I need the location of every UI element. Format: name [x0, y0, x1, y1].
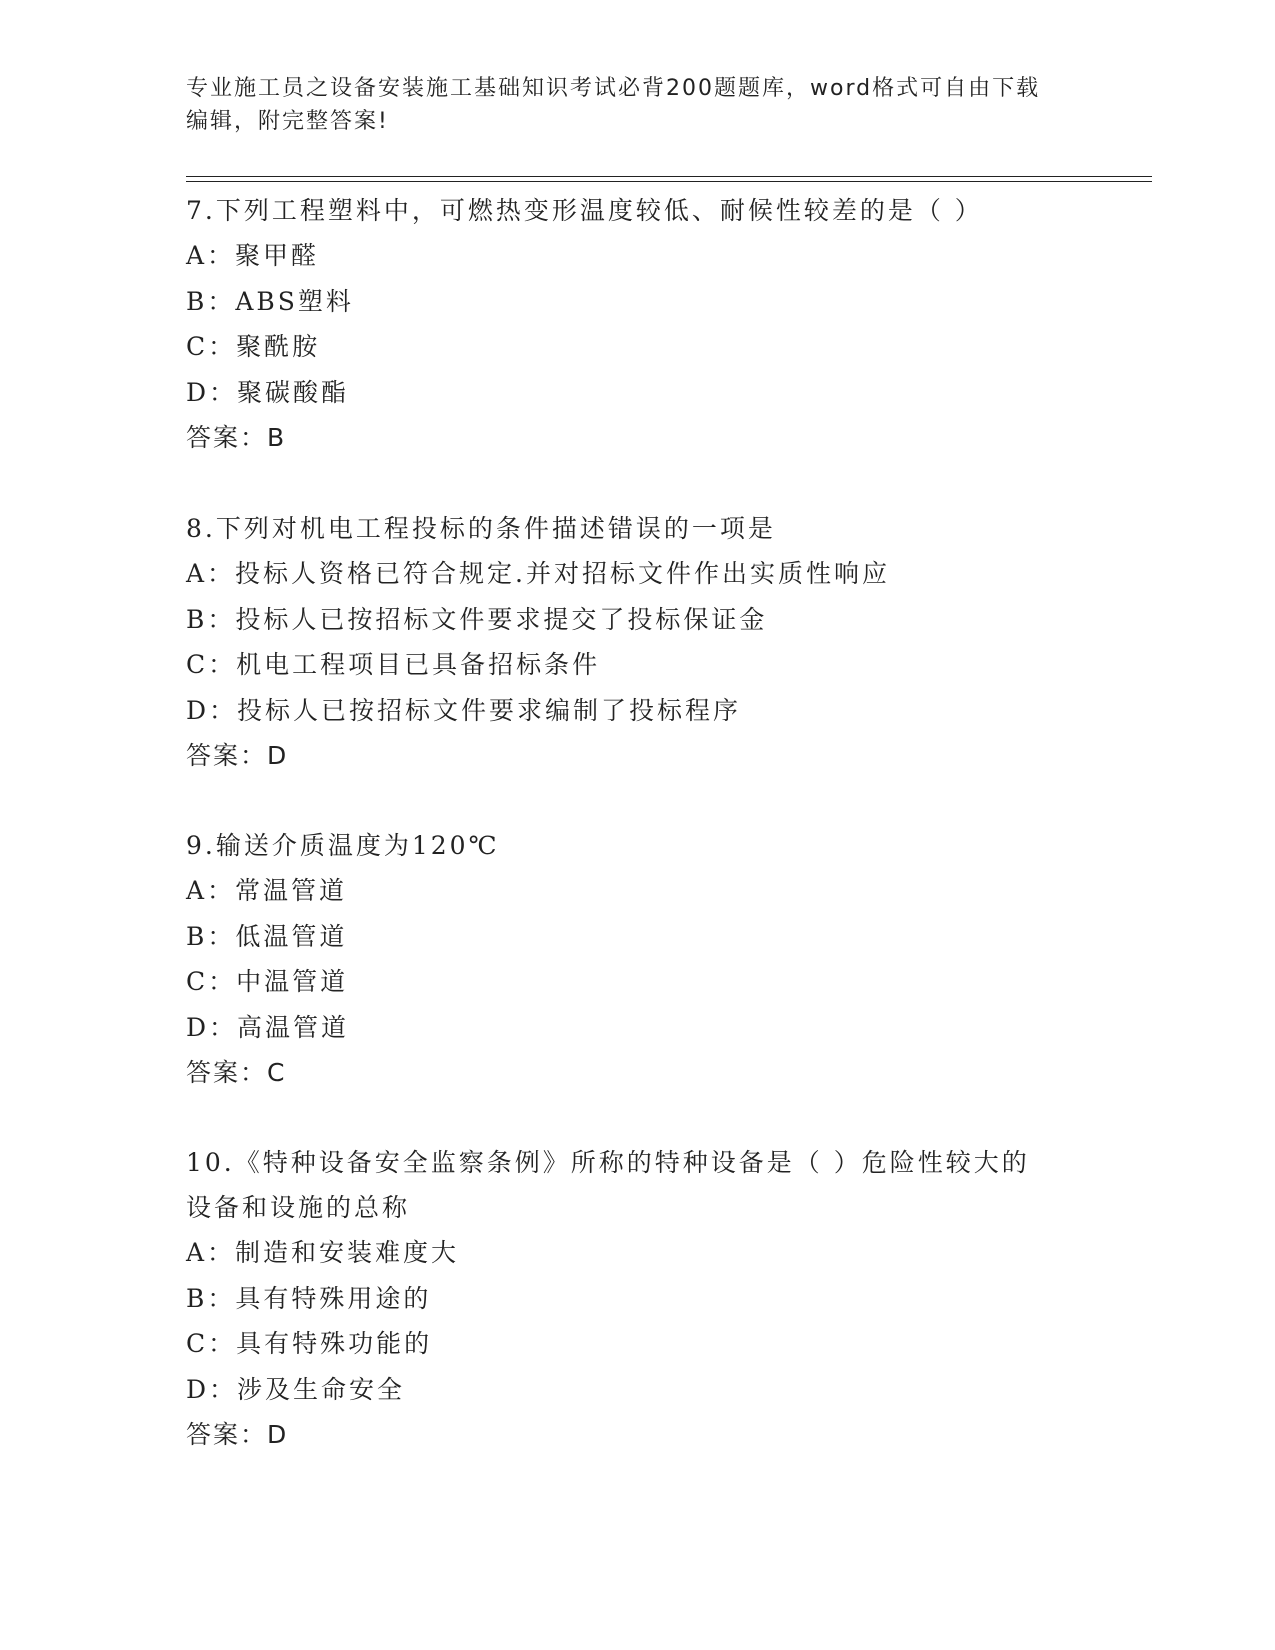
option-b: B：低温管道 [186, 921, 348, 951]
option-d: D：高温管道 [186, 1012, 350, 1042]
header-line-2: 编辑，附完整答案! [186, 109, 389, 134]
option-c: C：机电工程项目已具备招标条件 [186, 650, 601, 679]
option-a: A：聚甲醛 [186, 241, 320, 270]
option-b: B：投标人已按招标文件要求提交了投标保证金 [186, 604, 768, 634]
answer-line: 答案：C [186, 1058, 287, 1087]
option-d: D：投标人已按招标文件要求编制了投标程序 [186, 695, 742, 725]
answer-line: 答案：D [186, 741, 289, 770]
question-stem-continued: 设备和设施的总称 [186, 1193, 411, 1222]
question-stem: 9.输送介质温度为120℃ [186, 831, 500, 860]
header-divider-top [186, 176, 1152, 177]
question-stem: 8.下列对机电工程投标的条件描述错误的一项是 [186, 514, 776, 543]
option-a: A：投标人资格已符合规定.并对招标文件作出实质性响应 [186, 559, 891, 588]
question-block-8 [186, 506, 1086, 778]
option-c: C：具有特殊功能的 [186, 1329, 433, 1358]
question-block-9 [186, 823, 1086, 1095]
answer-line: 答案：B [186, 423, 287, 452]
question-block-7 [186, 188, 1086, 460]
answer-line: 答案：D [186, 1420, 289, 1449]
option-b: B：具有特殊用途的 [186, 1283, 432, 1313]
question-stem: 10.《特种设备安全监察条例》所称的特种设备是（ ）危险性较大的 [186, 1148, 1030, 1177]
header-line-1: 专业施工员之设备安装施工基础知识考试必背200题题库，word格式可自由下载 [186, 76, 1041, 101]
option-a: A：常温管道 [186, 876, 348, 905]
document-header [186, 72, 1066, 138]
option-c: C：聚酰胺 [186, 332, 321, 361]
question-block-10 [186, 1140, 1086, 1457]
option-b: B：ABS塑料 [186, 286, 354, 316]
option-c: C：中温管道 [186, 967, 349, 996]
header-divider-bottom [186, 181, 1152, 182]
option-a: A：制造和安装难度大 [186, 1238, 460, 1267]
option-d: D：涉及生命安全 [186, 1374, 406, 1404]
question-stem: 7.下列工程塑料中，可燃热变形温度较低、耐候性较差的是（ ） [186, 196, 983, 225]
option-d: D：聚碳酸酯 [186, 377, 350, 407]
